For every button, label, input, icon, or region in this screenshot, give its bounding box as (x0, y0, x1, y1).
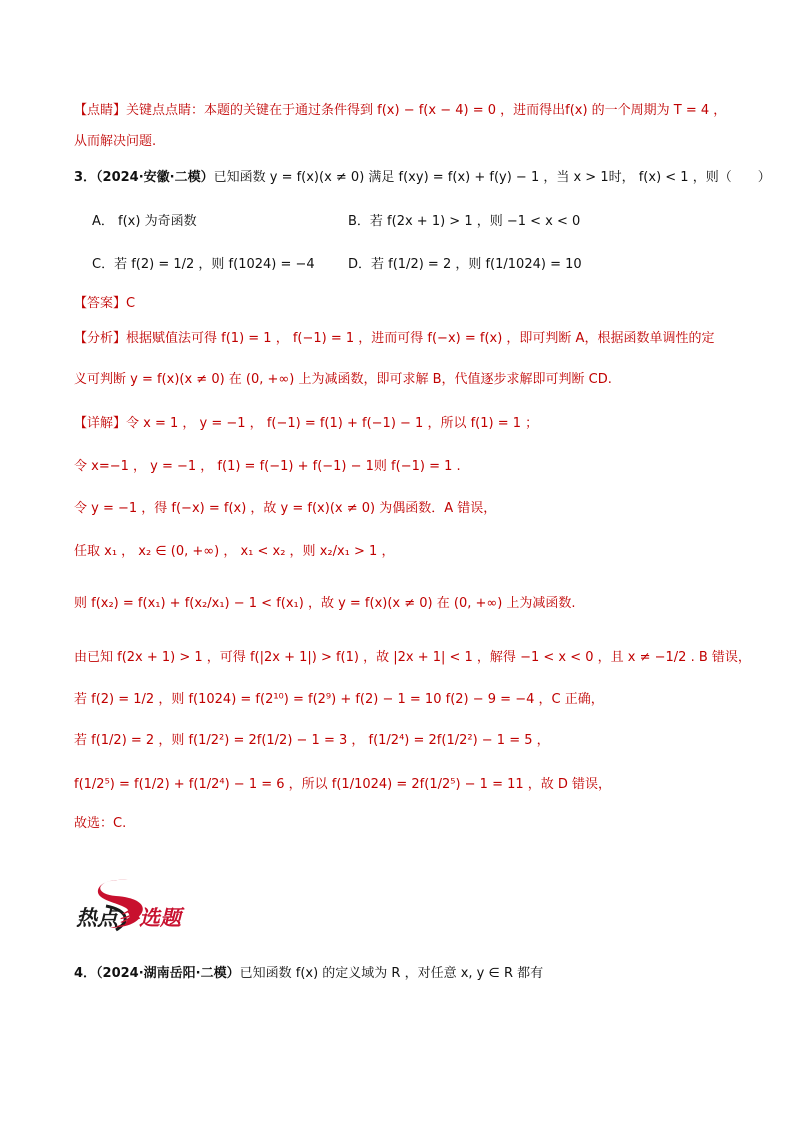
detail-line-8: 若 f(1/2) = 2 ，则 f(1/2²) = 2f(1/2) − 1 = 3 ， f(1/2⁴) = 2f(1/2²) − 1 = 5 ， (74, 733, 550, 748)
detail-line-7: 若 f(2) = 1/2 ，则 f(1024) = f(2¹⁰) = f(2⁹) + f(2) − 1 = 10 f(2) − 9 = −4 ，C 正确， (74, 692, 604, 707)
hot-multi-choice-banner (76, 876, 196, 932)
detail-tag: 【详解】 (74, 416, 127, 431)
detail-line-1 (74, 413, 538, 435)
detail-line-10: 故选：C. (74, 816, 127, 831)
q4-header: 4．（2024·湖南岳阳·二模） (74, 966, 240, 981)
tip-tag: 【点睛】 (74, 103, 127, 118)
answer-tag: 【答案】 (74, 296, 127, 311)
answer-line (74, 293, 135, 315)
q3-stem: 已知函数 y = f(x)(x ≠ 0) 满足 f(xy) = f(x) + f(y) − 1 ，当 x > 1时， f(x) < 1 ，则（ ） (213, 170, 771, 185)
q3-header: 3．（2024·安徽·二模） (74, 170, 214, 185)
q3-option-c: C．若 f(2) = 1/2 ，则 f(1024) = −4 (92, 257, 315, 272)
q3-stem-line (74, 167, 771, 189)
q3-option-d: D．若 f(1/2) = 2 ，则 f(1/1024) = 10 (348, 257, 582, 272)
detail-line-3: 令 y = −1 ，得 f(−x) = f(x) ，故 y = f(x)(x ≠ 0) 为偶函数．A 错误， (74, 501, 497, 516)
detail-line-2: 令 x=−1 ， y = −1 ， f(1) = f(−1) + f(−1) − 1则 f(−1) = 1 . (74, 459, 461, 474)
analysis-line-2: 义可判断 y = f(x)(x ≠ 0) 在 (0, +∞) 上为减函数，即可求解 B，代值逐步求解即可判断 CD. (74, 372, 612, 387)
detail-line-5: 则 f(x₂) = f(x₁) + f(x₂/x₁) − 1 < f(x₁) ，故 y = f(x)(x ≠ 0) 在 (0, +∞) 上为减函数. (74, 596, 576, 611)
analysis-text-1: 根据赋值法可得 f(1) = 1 ， f(−1) = 1 ，进而可得 f(−x) = f(x) ，即可判断 A，根据函数单调性的定 (126, 331, 715, 346)
tip-line-1 (74, 100, 726, 122)
answer-value: C (126, 296, 136, 311)
q4-stem: 已知函数 f(x) 的定义域为 R ，对任意 x, y ∈ R 都有 (239, 966, 544, 981)
banner-part-2: 多选题 (118, 906, 181, 930)
tip-line-2: 从而解决问题. (74, 134, 157, 149)
q3-option-b: B．若 f(2x + 1) > 1 ，则 −1 < x < 0 (348, 214, 581, 229)
detail-line-9: f(1/2⁵) = f(1/2) + f(1/2⁴) − 1 = 6 ，所以 f(1/1024) = 2f(1/2⁵) − 1 = 11 ，故 D 错误， (74, 777, 612, 792)
detail-line-4: 任取 x₁ ， x₂ ∈ (0, +∞) ， x₁ < x₂ ，则 x₂/x₁ > 1 ， (74, 544, 395, 559)
detail-line-6: 由已知 f(2x + 1) > 1 ，可得 f(|2x + 1|) > f(1) ，故 |2x + 1| < 1 ，解得 −1 < x < 0 ，且 x ≠ −1/2 . B 错误， (74, 650, 751, 665)
banner-text (76, 902, 181, 932)
q3-option-a: A． f(x) 为奇函数 (92, 214, 197, 229)
detail-text-1: 令 x = 1 ， y = −1 ， f(−1) = f(1) + f(−1) − 1 ，所以 f(1) = 1 ； (126, 416, 539, 431)
analysis-line-1 (74, 328, 714, 350)
banner-part-1: 热点 (76, 906, 118, 930)
tip-text-1: 关键点点睛：本题的关键在于通过条件得到 f(x) − f(x − 4) = 0 ，进而得出f(x) 的一个周期为 T = 4 ， (126, 103, 727, 118)
q4-stem-line (74, 963, 543, 985)
analysis-tag: 【分析】 (74, 331, 127, 346)
